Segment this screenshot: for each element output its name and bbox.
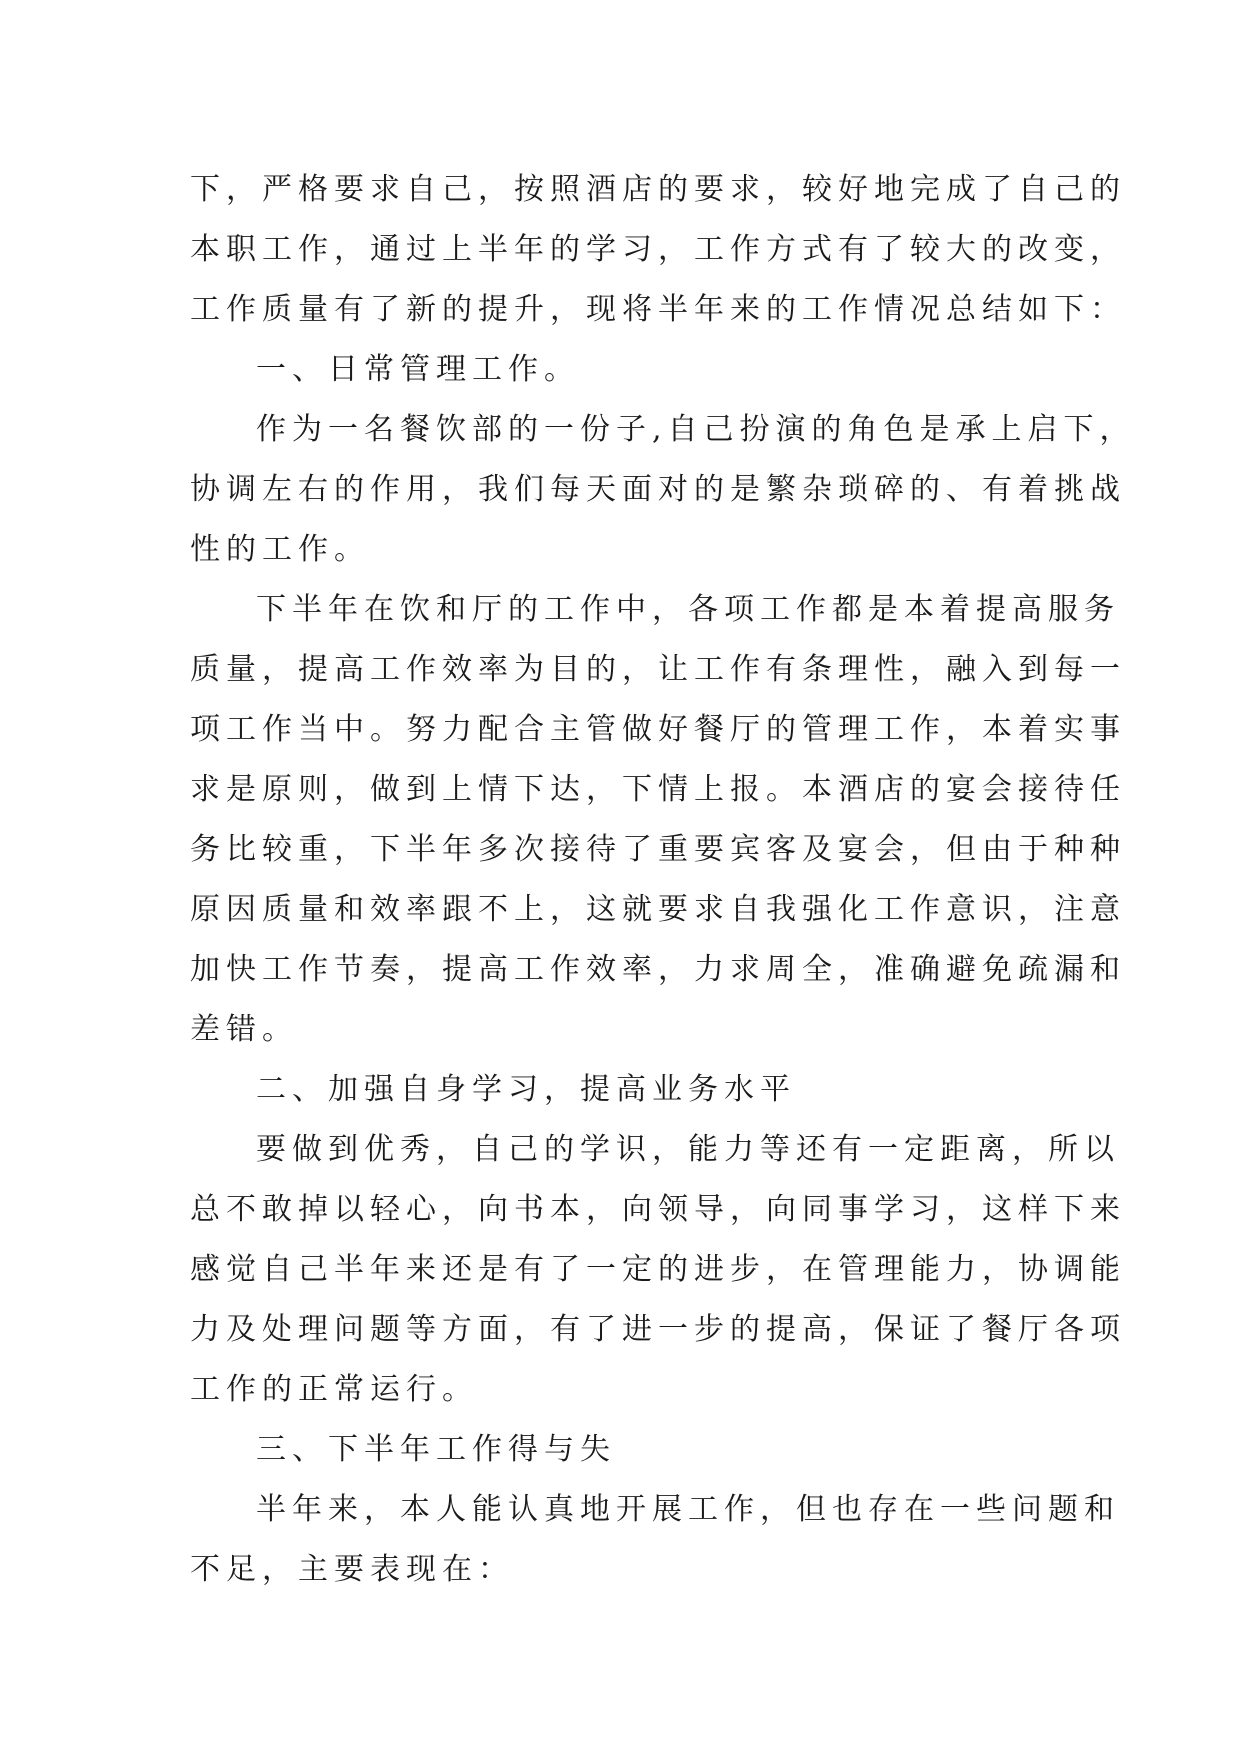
text-line: 务比较重，下半年多次接待了重要宾客及宴会，但由于种种 [190,832,1126,867]
text-line: 感觉自己半年来还是有了一定的进步，在管理能力，协调能 [190,1252,1126,1287]
text-line: 工作质量有了新的提升，现将半年来的工作情况总结如下： [190,292,1126,327]
text-line: 性的工作。 [190,532,370,567]
text-line: 协调左右的作用，我们每天面对的是繁杂琐碎的、有着挑战 [190,472,1126,507]
text-line: 要做到优秀，自己的学识，能力等还有一定距离，所以 [256,1132,1120,1167]
section-heading-3: 三、下半年工作得与失 [256,1432,616,1467]
text-line: 下，严格要求自己，按照酒店的要求，较好地完成了自己的 [190,172,1126,207]
text-line: 差错。 [190,1012,298,1047]
text-line: 原因质量和效率跟不上，这就要求自我强化工作意识，注意 [190,892,1126,927]
text-line: 作为一名餐饮部的一份子,自己扮演的角色是承上启下， [256,412,1136,447]
text-line: 半年来，本人能认真地开展工作，但也存在一些问题和 [256,1492,1120,1527]
text-line: 质量，提高工作效率为目的，让工作有条理性，融入到每一 [190,652,1126,687]
document-body [190,160,1136,1600]
text-line: 求是原则，做到上情下达，下情上报。本酒店的宴会接待任 [190,772,1126,807]
text-line: 本职工作，通过上半年的学习，工作方式有了较大的改变， [190,232,1126,267]
text-line: 项工作当中。努力配合主管做好餐厅的管理工作，本着实事 [190,712,1126,747]
text-line: 不足，主要表现在： [190,1552,514,1587]
section-heading-1: 一、日常管理工作。 [256,352,580,387]
text-line: 总不敢掉以轻心，向书本，向领导，向同事学习，这样下来 [190,1192,1126,1227]
text-line: 下半年在饮和厅的工作中，各项工作都是本着提高服务 [256,592,1120,627]
text-line: 加快工作节奏，提高工作效率，力求周全，准确避免疏漏和 [190,952,1126,987]
section-heading-2: 二、加强自身学习，提高业务水平 [256,1072,796,1107]
text-line: 力及处理问题等方面，有了进一步的提高，保证了餐厅各项 [190,1312,1126,1347]
text-line: 工作的正常运行。 [190,1372,478,1407]
